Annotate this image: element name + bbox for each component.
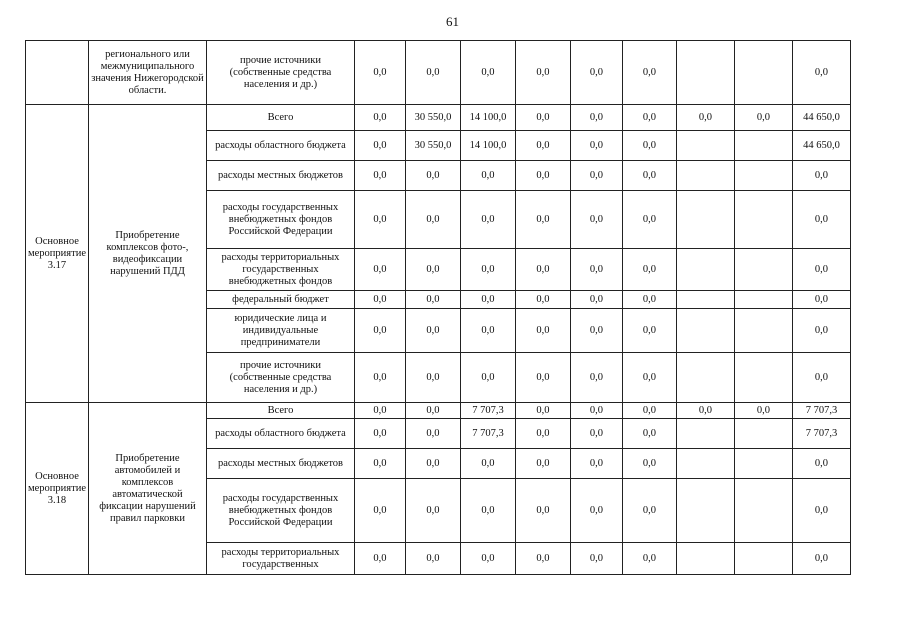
value-cell-9: 0,0 [792,449,850,479]
source-cell: расходы государственных внебюджетных фондов Российской Федерации [206,479,354,543]
value-cell-6: 0,0 [622,479,676,543]
value-cell-7 [676,161,734,191]
value-cell-8 [734,131,792,161]
value-cell-9: 0,0 [792,479,850,543]
source-cell: расходы территориальных государственных [206,543,354,575]
value-cell-9: 0,0 [792,543,850,575]
source-cell: расходы государственных внебюджетных фондов Российской Федерации [206,191,354,249]
source-cell: расходы местных бюджетов [206,449,354,479]
value-cell-9: 7 707,3 [792,419,850,449]
source-cell: Всего [206,105,354,131]
value-cell-2: 30 550,0 [405,105,460,131]
value-cell-5: 0,0 [570,353,622,403]
value-cell-9: 0,0 [792,309,850,353]
value-cell-3: 0,0 [460,353,515,403]
value-cell-9: 44 650,0 [792,131,850,161]
value-cell-9: 0,0 [792,161,850,191]
value-cell-6: 0,0 [622,353,676,403]
value-cell-9: 44 650,0 [792,105,850,131]
value-cell-8 [734,161,792,191]
value-cell-1: 0,0 [354,419,405,449]
value-cell-1: 0,0 [354,353,405,403]
value-cell-4: 0,0 [515,191,570,249]
value-cell-8 [734,191,792,249]
value-cell-2: 0,0 [405,249,460,291]
value-cell-8 [734,419,792,449]
value-cell-6: 0,0 [622,131,676,161]
value-cell-7: 0,0 [676,403,734,419]
measure-code-cell: Основное мероприятие 3.17 [26,105,89,403]
value-cell-6: 0,0 [622,543,676,575]
measure-name-cell: Приобретение комплексов фото-, видеофиксации нарушений ПДД [88,105,206,403]
value-cell-2: 0,0 [405,291,460,309]
value-cell-2: 0,0 [405,191,460,249]
value-cell-5: 0,0 [570,131,622,161]
source-cell: расходы областного бюджета [206,419,354,449]
value-cell-4: 0,0 [515,479,570,543]
value-cell-7 [676,449,734,479]
value-cell-3: 0,0 [460,191,515,249]
value-cell-3: 14 100,0 [460,131,515,161]
value-cell-1: 0,0 [354,131,405,161]
value-cell-2: 0,0 [405,309,460,353]
value-cell-6: 0,0 [622,309,676,353]
value-cell-7 [676,543,734,575]
value-cell-5: 0,0 [570,291,622,309]
value-cell-3: 0,0 [460,41,515,105]
source-cell: прочие источники (собственные средства населения и др.) [206,353,354,403]
value-cell-9: 0,0 [792,191,850,249]
value-cell-8 [734,449,792,479]
value-cell-4: 0,0 [515,403,570,419]
measure-name-cell: регионального или межмуниципального значения Нижегородской области. [88,41,206,105]
value-cell-2: 0,0 [405,41,460,105]
value-cell-1: 0,0 [354,309,405,353]
value-cell-6: 0,0 [622,191,676,249]
value-cell-5: 0,0 [570,41,622,105]
value-cell-5: 0,0 [570,105,622,131]
measure-name-cell: Приобретение автомобилей и комплексов автоматической фиксации нарушений правил парковки [88,403,206,575]
value-cell-5: 0,0 [570,309,622,353]
value-cell-8: 0,0 [734,403,792,419]
value-cell-2: 0,0 [405,353,460,403]
value-cell-6: 0,0 [622,291,676,309]
value-cell-8 [734,291,792,309]
value-cell-4: 0,0 [515,419,570,449]
value-cell-6: 0,0 [622,249,676,291]
value-cell-3: 0,0 [460,309,515,353]
value-cell-1: 0,0 [354,449,405,479]
value-cell-4: 0,0 [515,41,570,105]
value-cell-8 [734,309,792,353]
value-cell-7 [676,131,734,161]
value-cell-2: 0,0 [405,419,460,449]
page-number: 61 [446,14,459,29]
value-cell-4: 0,0 [515,249,570,291]
source-cell: федеральный бюджет [206,291,354,309]
value-cell-1: 0,0 [354,105,405,131]
value-cell-9: 0,0 [792,41,850,105]
value-cell-1: 0,0 [354,403,405,419]
value-cell-8: 0,0 [734,105,792,131]
value-cell-1: 0,0 [354,291,405,309]
value-cell-7 [676,353,734,403]
value-cell-7: 0,0 [676,105,734,131]
value-cell-1: 0,0 [354,479,405,543]
value-cell-6: 0,0 [622,105,676,131]
value-cell-3: 0,0 [460,161,515,191]
value-cell-3: 0,0 [460,449,515,479]
value-cell-6: 0,0 [622,449,676,479]
value-cell-2: 0,0 [405,479,460,543]
value-cell-1: 0,0 [354,249,405,291]
value-cell-9: 0,0 [792,353,850,403]
value-cell-1: 0,0 [354,543,405,575]
value-cell-7 [676,249,734,291]
value-cell-3: 0,0 [460,543,515,575]
table-row [26,403,851,419]
value-cell-4: 0,0 [515,291,570,309]
value-cell-6: 0,0 [622,41,676,105]
value-cell-4: 0,0 [515,161,570,191]
value-cell-8 [734,249,792,291]
value-cell-2: 0,0 [405,161,460,191]
value-cell-8 [734,543,792,575]
value-cell-3: 14 100,0 [460,105,515,131]
value-cell-5: 0,0 [570,191,622,249]
value-cell-3: 7 707,3 [460,403,515,419]
value-cell-5: 0,0 [570,543,622,575]
value-cell-8 [734,41,792,105]
value-cell-7 [676,41,734,105]
value-cell-9: 7 707,3 [792,403,850,419]
value-cell-2: 0,0 [405,543,460,575]
value-cell-5: 0,0 [570,479,622,543]
value-cell-4: 0,0 [515,309,570,353]
value-cell-3: 0,0 [460,249,515,291]
value-cell-5: 0,0 [570,161,622,191]
value-cell-5: 0,0 [570,449,622,479]
measure-code-cell: Основное мероприятие 3.18 [26,403,89,575]
value-cell-6: 0,0 [622,161,676,191]
value-cell-6: 0,0 [622,403,676,419]
source-cell: расходы областного бюджета [206,131,354,161]
code-cell [26,41,89,105]
value-cell-4: 0,0 [515,449,570,479]
value-cell-7 [676,191,734,249]
value-cell-3: 0,0 [460,479,515,543]
source-cell: юридические лица и индивидуальные предприниматели [206,309,354,353]
value-cell-7 [676,309,734,353]
value-cell-4: 0,0 [515,543,570,575]
source-cell: прочие источники (собственные средства населения и др.) [206,41,354,105]
value-cell-2: 30 550,0 [405,131,460,161]
value-cell-1: 0,0 [354,41,405,105]
value-cell-4: 0,0 [515,131,570,161]
source-cell: расходы местных бюджетов [206,161,354,191]
value-cell-8 [734,353,792,403]
table-row [26,105,851,131]
value-cell-3: 7 707,3 [460,419,515,449]
table-row [26,41,851,105]
value-cell-5: 0,0 [570,419,622,449]
value-cell-5: 0,0 [570,403,622,419]
value-cell-6: 0,0 [622,419,676,449]
value-cell-7 [676,419,734,449]
value-cell-9: 0,0 [792,291,850,309]
value-cell-2: 0,0 [405,449,460,479]
value-cell-5: 0,0 [570,249,622,291]
value-cell-7 [676,291,734,309]
value-cell-2: 0,0 [405,403,460,419]
value-cell-8 [734,479,792,543]
value-cell-1: 0,0 [354,191,405,249]
value-cell-3: 0,0 [460,291,515,309]
value-cell-4: 0,0 [515,353,570,403]
value-cell-4: 0,0 [515,105,570,131]
budget-table [25,40,851,575]
value-cell-9: 0,0 [792,249,850,291]
value-cell-7 [676,479,734,543]
value-cell-1: 0,0 [354,161,405,191]
source-cell: расходы территориальных государственных внебюджетных фондов [206,249,354,291]
source-cell: Всего [206,403,354,419]
